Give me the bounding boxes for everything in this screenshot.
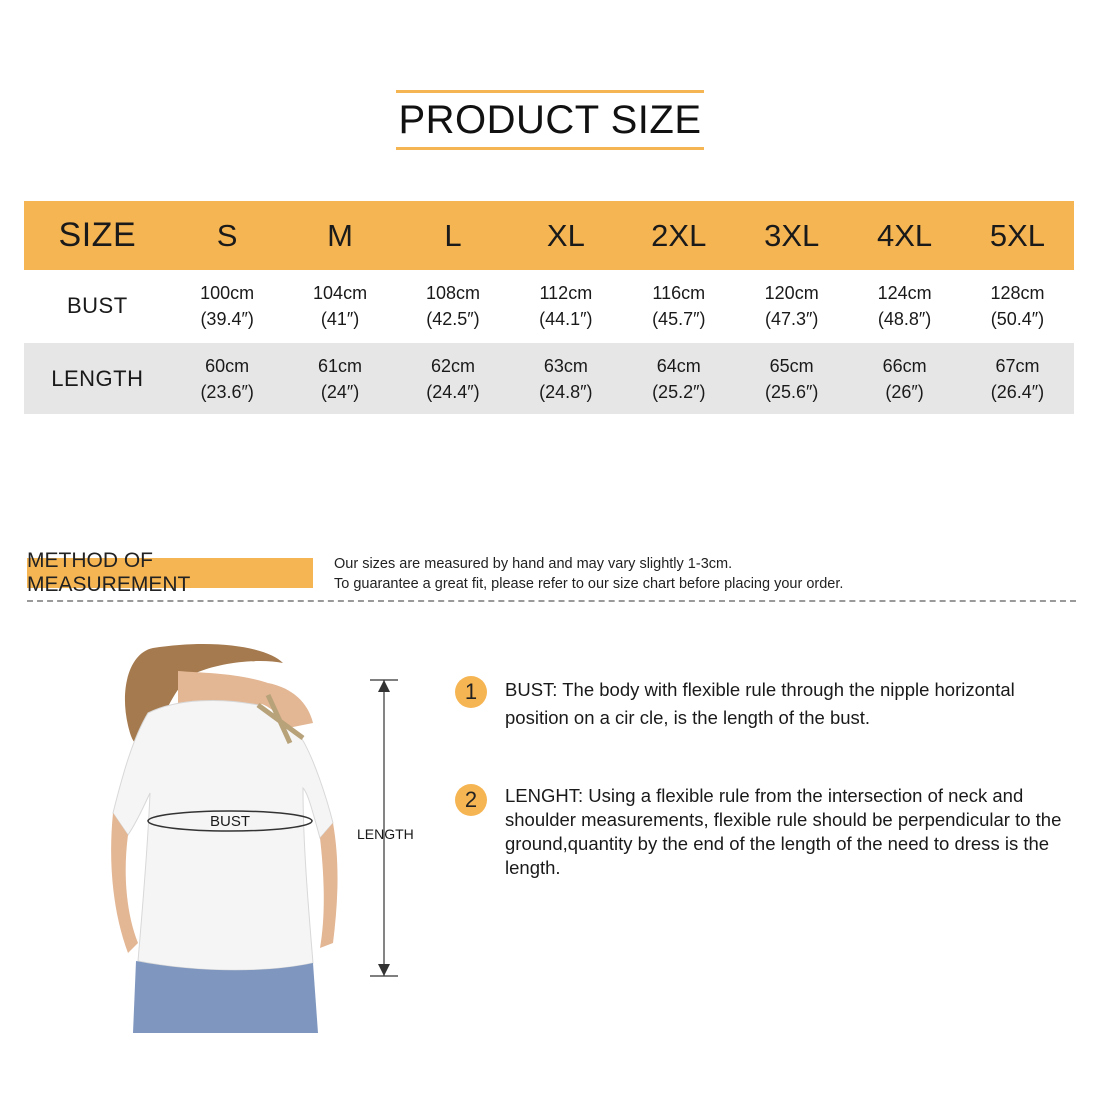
length-cell: [735, 353, 848, 405]
length-figure-label: LENGTH: [357, 826, 414, 842]
page-title: PRODUCT SIZE: [398, 97, 702, 142]
size-header-cell: M: [327, 217, 353, 253]
instruction-text: LENGHT: Using a flexible rule from the intersection of neck and shoulder measurements, flexible rule should be perpendicular to the ground,quantity by the end of the length of the need to dress is the length.: [505, 785, 1062, 878]
length-cell: [171, 353, 284, 405]
instruction-text: BUST: The body with flexible rule through the nipple horizontal position on a cir cle, is the length of the bust.: [505, 679, 1015, 728]
length-cm: 63cm: [543, 355, 588, 376]
size-header-cell: 4XL: [876, 217, 933, 253]
length-cell: [509, 353, 622, 405]
length-cell: [848, 353, 961, 405]
length-row-label: LENGTH: [51, 365, 144, 391]
length-inch: (25.6″): [764, 381, 819, 402]
length-cell: [284, 353, 397, 405]
bust-cell: [848, 280, 961, 332]
bust-inch: (41″): [320, 309, 360, 329]
bust-cell: [622, 280, 735, 332]
length-cell: [397, 353, 510, 405]
bust-cm: 124cm: [877, 283, 932, 303]
length-inch: (24.4″): [426, 381, 480, 402]
size-header-cell: 5XL: [989, 217, 1046, 253]
instruction-item: [455, 784, 1075, 884]
bust-cell: [171, 280, 284, 332]
bust-cm: 116cm: [652, 283, 706, 303]
length-inch: (26.4″): [990, 381, 1045, 402]
length-cell: [622, 353, 735, 405]
bust-cell: [961, 280, 1074, 332]
size-header-label: SIZE: [58, 216, 137, 254]
length-cm: 66cm: [882, 355, 927, 376]
size-header-cell: 2XL: [651, 217, 707, 253]
length-inch: (26″): [885, 381, 924, 402]
instruction-item: [455, 676, 1075, 736]
method-note: [334, 554, 843, 594]
length-cell: [961, 353, 1074, 405]
method-note-line-2: To guarantee a great fit, please refer to our size chart before placing your order.: [334, 576, 844, 592]
bust-inch: (45.7″): [652, 309, 706, 329]
bust-inch: (44.1″): [539, 309, 593, 329]
bust-cell: [284, 280, 397, 332]
bust-inch: (50.4″): [990, 309, 1045, 329]
length-cm: 65cm: [769, 355, 814, 376]
bust-inch: (47.3″): [764, 309, 819, 329]
bust-row-label: BUST: [67, 293, 128, 318]
bust-inch: (39.4″): [200, 309, 254, 329]
bust-cm: 104cm: [313, 283, 368, 303]
method-of-measurement-badge: METHOD OF MEASUREMENT: [27, 558, 313, 588]
bust-cell: [509, 280, 622, 332]
bust-row: [24, 271, 1074, 341]
method-note-line-1: Our sizes are measured by hand and may vary slightly 1-3cm.: [334, 556, 733, 572]
length-cm: 64cm: [656, 355, 701, 376]
size-table: [24, 201, 1074, 414]
bust-cm: 120cm: [764, 283, 819, 303]
size-header-cell: L: [444, 217, 462, 253]
title-banner: [396, 90, 704, 150]
step-number-badge: 2: [455, 784, 487, 816]
bust-cm: 112cm: [539, 283, 593, 303]
step-number-badge: 1: [455, 676, 487, 708]
length-inch: (25.2″): [652, 381, 706, 402]
dashed-divider: [27, 600, 1076, 602]
length-cm: 67cm: [995, 355, 1040, 376]
bust-inch: (42.5″): [426, 309, 480, 329]
bust-cell: [735, 280, 848, 332]
bust-cm: 108cm: [425, 283, 480, 303]
size-header-row: [24, 201, 1074, 270]
size-header-cell: S: [216, 217, 238, 253]
size-header-cell: XL: [546, 217, 585, 253]
length-cm: 61cm: [318, 355, 363, 376]
length-row: [24, 343, 1074, 414]
bust-inch: (48.8″): [877, 309, 932, 329]
bust-cm: 128cm: [990, 283, 1045, 303]
length-cm: 60cm: [205, 355, 250, 376]
bust-cell: [397, 280, 510, 332]
length-inch: (24.8″): [539, 381, 593, 402]
length-inch: (23.6″): [200, 381, 254, 402]
length-cm: 62cm: [430, 355, 475, 376]
measurement-figure: [108, 643, 438, 1033]
bust-figure-label: BUST: [210, 813, 251, 830]
size-header-cell: 3XL: [764, 217, 820, 253]
bust-cm: 100cm: [200, 283, 255, 303]
length-inch: (24″): [320, 381, 360, 402]
